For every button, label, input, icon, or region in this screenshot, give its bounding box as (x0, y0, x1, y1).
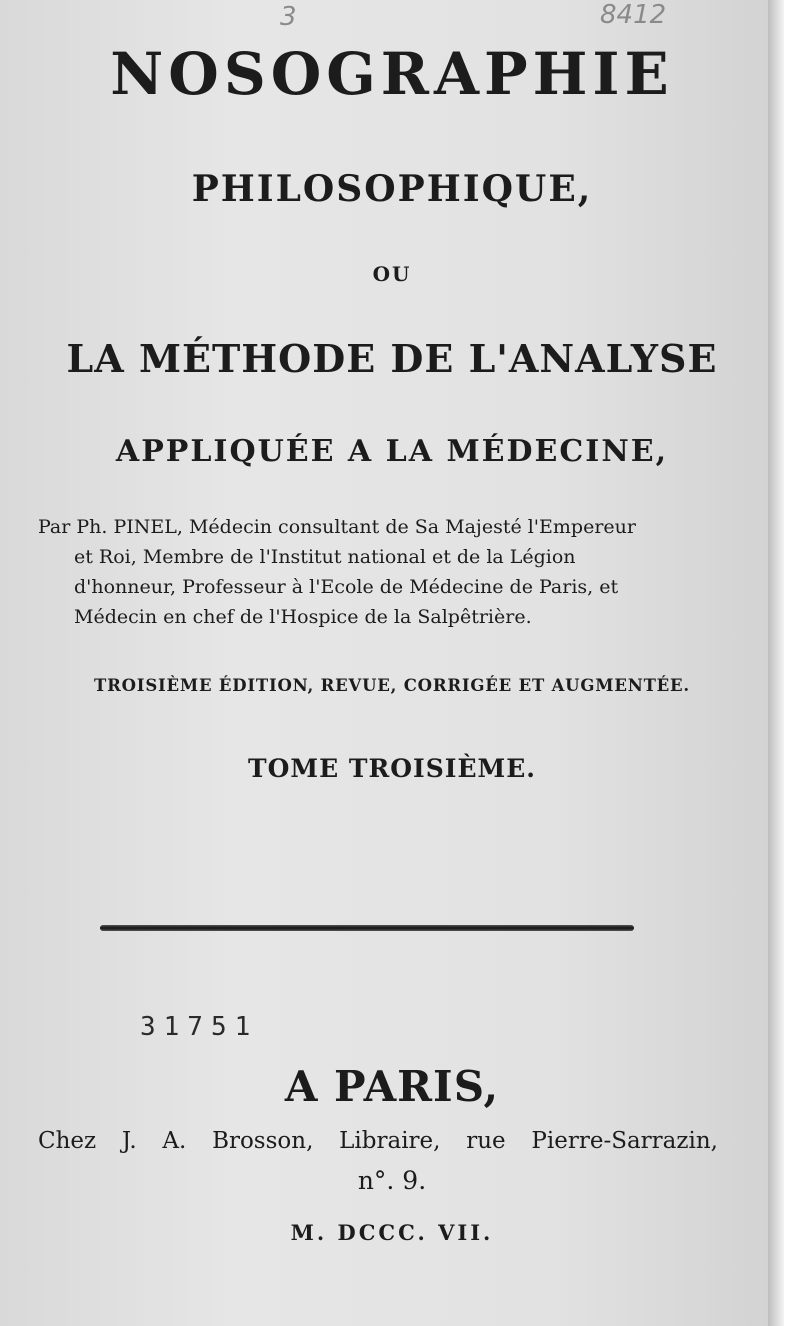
library-stamp-number: 31751 (140, 1012, 259, 1042)
book-subtitle-3: APPLIQUÉE A LA MÉDECINE, (115, 434, 669, 469)
volume-statement: TOME TROISIÈME. (248, 754, 536, 783)
book-title: NOSOGRAPHIE (110, 40, 674, 108)
pencil-mark-left: 3 (280, 2, 297, 32)
imprint-publisher: Chez J. A. Brosson, Libraire, rue Pierre-Sarrazin, (38, 1128, 718, 1154)
edition-statement: TROISIÈME ÉDITION, REVUE, CORRIGÉE ET AUGMENTÉE. (94, 676, 690, 695)
conjunction-ou: OU (372, 262, 412, 286)
decorative-rule (100, 925, 634, 931)
author-line: d'honneur, Professeur à l'Ecole de Médecine de Paris, et (74, 576, 619, 598)
author-line: et Roi, Membre de l'Institut national et de la Légion (74, 546, 576, 568)
book-subtitle-2: LA MÉTHODE DE L'ANALYSE (66, 336, 718, 381)
imprint-address-number: n°. 9. (357, 1166, 427, 1195)
author-line: Par Ph. PINEL, Médecin consultant de Sa Majesté l'Empereur (38, 516, 636, 538)
author-block (38, 512, 718, 632)
imprint-city: A PARIS, (284, 1062, 500, 1111)
author-line: Médecin en chef de l'Hospice de la Salpêtrière. (74, 606, 532, 628)
imprint-date: M. DCCC. VII. (290, 1220, 494, 1245)
pencil-mark-right: 8412 (600, 0, 667, 30)
book-subtitle: PHILOSOPHIQUE, (191, 168, 593, 210)
